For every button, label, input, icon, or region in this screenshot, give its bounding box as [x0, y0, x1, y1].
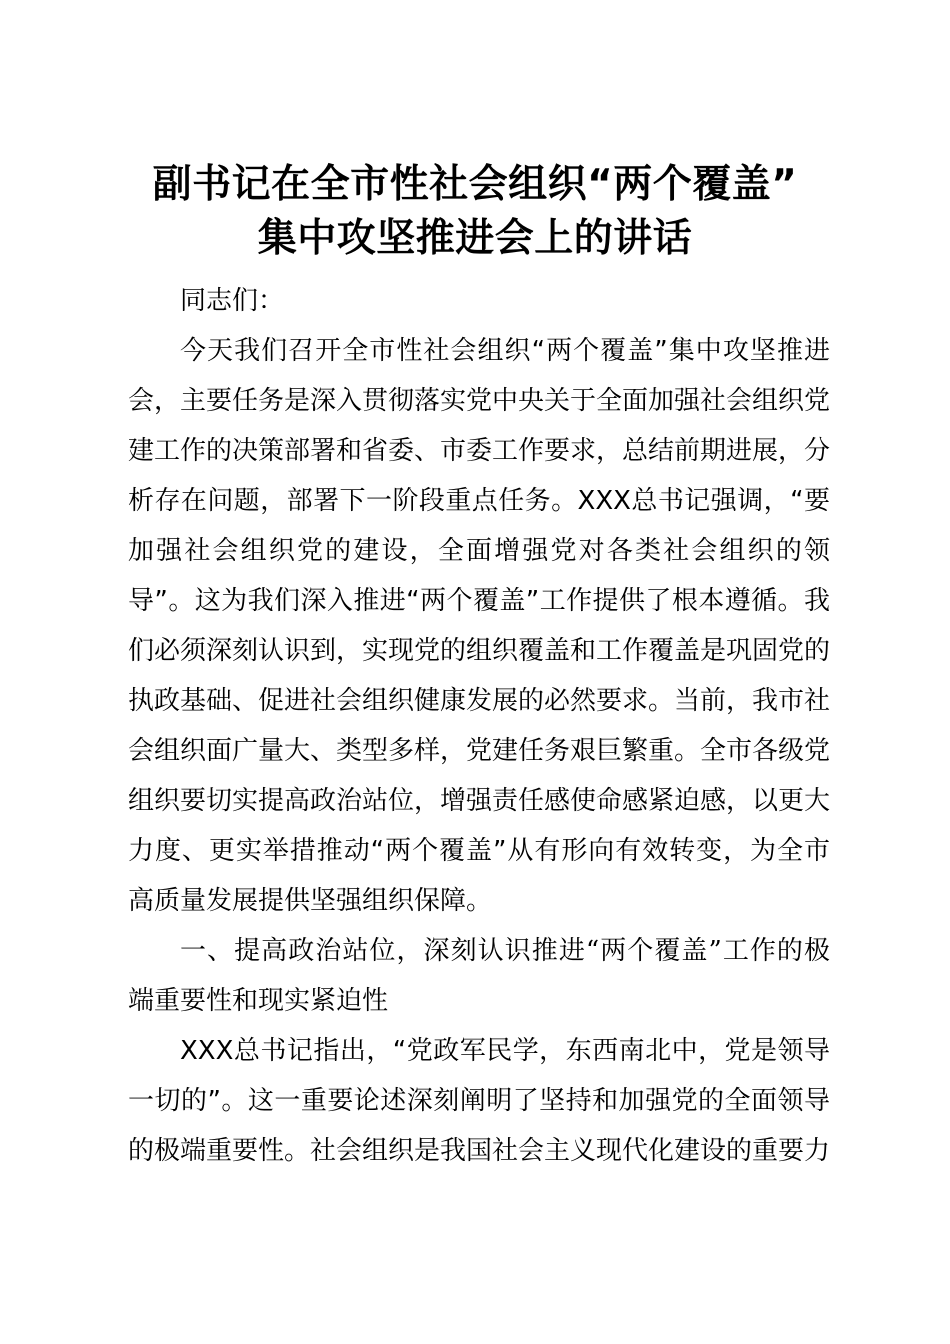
- title-line-1: 副书记在全市性社会组织“两个覆盖”: [152, 162, 798, 207]
- greeting: 同志们：: [180, 286, 285, 316]
- paragraph-section-1: XXX总书记指出，“党政军民学，东西南北中，党是领导一切的”。这一重要论述深刻阐明了坚持和加强党的全面领导的极端重要性。社会组织是我国社会主义现代化建设的重要力: [128, 1036, 831, 1166]
- title-line-2: 集中攻坚推进会上的讲话: [257, 216, 693, 261]
- document-title: [100, 158, 850, 266]
- document-body: [128, 276, 830, 1176]
- section-heading-1: 一、提高政治站位，深刻认识推进“两个覆盖”工作的极端重要性和现实紧迫性: [128, 936, 830, 1016]
- paragraph-intro: 今天我们召开全市性社会组织“两个覆盖”集中攻坚推进会，主要任务是深入贯彻落实党中央关于全面加强社会组织党建工作的决策部署和省委、市委工作要求，总结前期进展，分析存在问题，部署下一阶段重点任务。XXX总书记强调，“要加强社会组织党的建设，全面增强党对各类社会组织的领导”。这为我们深入推进“两个覆盖”工作提供了根本遵循。我们必须深刻认识到，实现党的组织覆盖和工作覆盖是巩固党的执政基础、促进社会组织健康发展的必然要求。当前，我市社会组织面广量大、类型多样，党建任务艰巨繁重。全市各级党组织要切实提高政治站位，增强责任感使命感紧迫感，以更大力度、更实举措推动“两个覆盖”从有形向有效转变，为全市高质量发展提供坚强组织保障。: [128, 336, 831, 916]
